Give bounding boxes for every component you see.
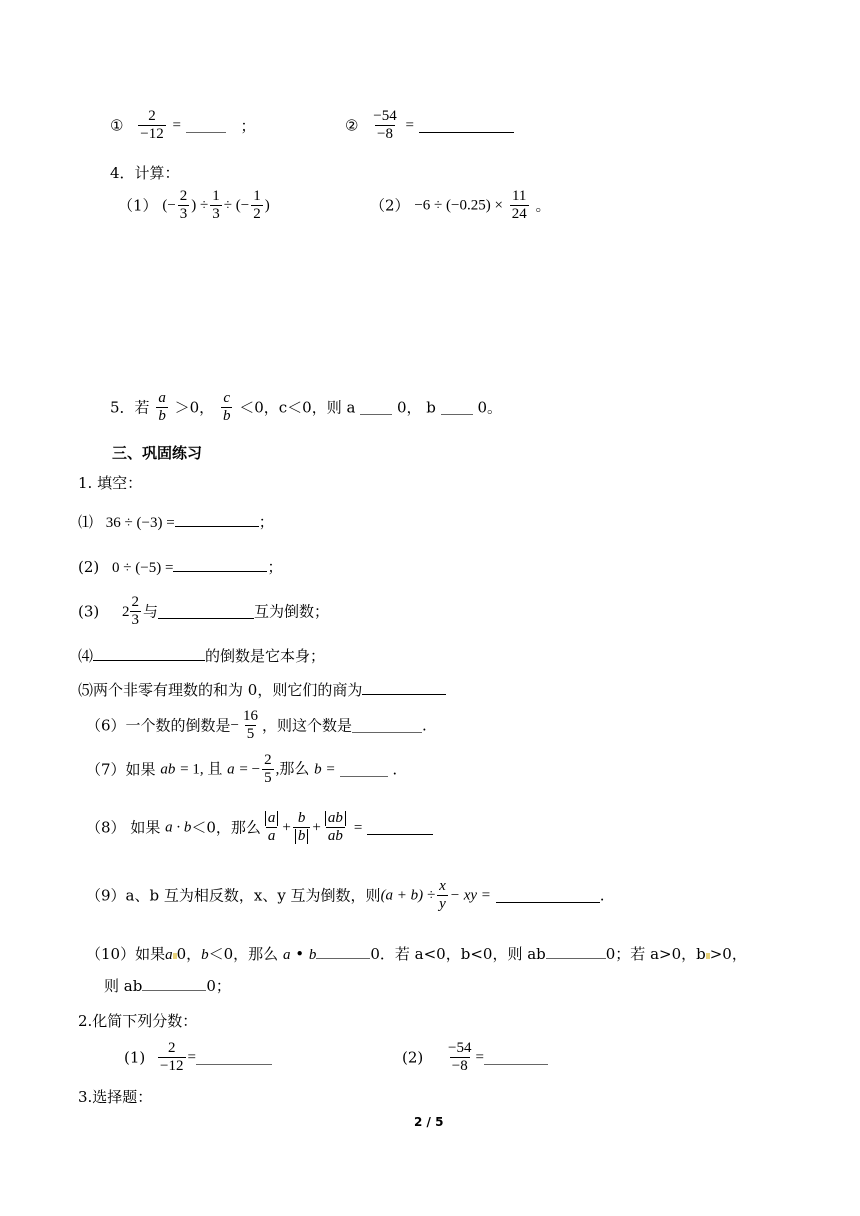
- fill-item-1: ⑴ 36 ÷ (−3) = ；: [78, 513, 274, 531]
- answer-blank-fill-6[interactable]: [352, 718, 422, 733]
- fill-item-8: （8） 如果 a · b＜0，那么 $\frac{a}{a}$ + $\frac{b}{b}$ + $\frac{ab}{ab}$ =: [86, 810, 433, 845]
- fill-item-4: ⑷ 的倒数是它本身；: [78, 647, 326, 665]
- answer-blank-fill-5[interactable]: [362, 680, 446, 695]
- fill-item-2: (2) 0 ÷ (−5) = ；: [78, 558, 283, 576]
- marker-1: ①: [110, 116, 124, 135]
- answer-blank-fill-9[interactable]: [496, 888, 600, 903]
- answer-blank-fill-7[interactable]: [340, 762, 388, 777]
- fill-item-10-line2: 则 ab 0；: [104, 977, 231, 995]
- marker-2: ②: [345, 116, 359, 135]
- answer-blank-fill-1[interactable]: [175, 512, 259, 527]
- answer-blank-fill-4[interactable]: [93, 646, 205, 661]
- answer-blank-q5-a[interactable]: [360, 400, 392, 415]
- fill-item-6: （6）一个数的倒数是− $\frac{16}{5}$ ，则这个数是 .: [86, 708, 427, 742]
- choice-heading: 3.选择题：: [78, 1088, 153, 1106]
- fraction-q1: $\frac{2}{-12}$: [140, 108, 164, 142]
- answer-blank-q1[interactable]: [186, 118, 226, 133]
- answer-blank-fill-3[interactable]: [158, 604, 254, 619]
- fill-item-7: （7）如果 ab = 1, 且 a = − $\frac{2}{5}$ ,那么 b = .: [86, 752, 398, 786]
- answer-blank-fill-2[interactable]: [173, 557, 267, 572]
- simplify-heading: 2.化简下列分数：: [78, 1012, 198, 1030]
- answer-blank-fill-10a[interactable]: [316, 944, 370, 959]
- answer-blank-q2[interactable]: [419, 118, 514, 133]
- fill-heading: 1. 填空：: [78, 474, 143, 492]
- answer-blank-q5-b[interactable]: [441, 400, 473, 415]
- answer-blank-fill-10b[interactable]: [546, 944, 606, 959]
- answer-blank-simplify-2[interactable]: [484, 1050, 548, 1065]
- fill-item-9: （9）a、b 互为相反数，x、y 互为倒数，则(a + b) ÷ $\frac{x}{y}$ − xy = .: [86, 878, 605, 912]
- fill-item-5: ⑸两个非零有理数的和为 0，则它们的商为: [78, 680, 446, 699]
- calc-problem-1: （1） (− $\frac{2}{3}$ ) ÷ $\frac{1}{3}$ ÷ (− $\frac{1}{2}$ ): [118, 188, 270, 222]
- simplify-problem-2: (2) $\frac{-54}{-8}$ =: [402, 1040, 548, 1075]
- answer-blank-simplify-1[interactable]: [196, 1050, 272, 1065]
- page-number: 2 / 5: [414, 1115, 444, 1129]
- simplify-problem-1: (1) $\frac{2}{-12}$ =: [124, 1040, 272, 1075]
- answer-blank-fill-10c[interactable]: [142, 976, 206, 991]
- fill-item-10-line1: （10）如果a 0，b＜0，那么 a • b 0．若 a<0，b<0，则 ab 0；若 a>0，b >0，: [86, 945, 747, 963]
- question-5: 5．若 $\frac{a}{b}$ ＞0， $\frac{c}{b}$ ＜0，c＜0，则 a 0， b 0。: [110, 390, 503, 424]
- calc-problem-2: （2） −6 ÷ (−0.25) × $\frac{11}{24}$ 。: [370, 188, 551, 222]
- fill-item-3: (3) 2 $\frac{2}{3}$ 与 互为倒数；: [78, 594, 330, 628]
- top-fraction-row: ① $\frac{2}{-12}$ = ；: [110, 108, 256, 142]
- calc-heading: 4．计算：: [110, 164, 180, 182]
- top-fraction-row-2: ② $\frac{-54}{-8}$ =: [345, 108, 514, 148]
- fraction-q2: $\frac{-54}{-8}$: [373, 108, 397, 142]
- section-title: 三、巩固练习: [112, 444, 203, 462]
- answer-blank-fill-8[interactable]: [367, 820, 433, 835]
